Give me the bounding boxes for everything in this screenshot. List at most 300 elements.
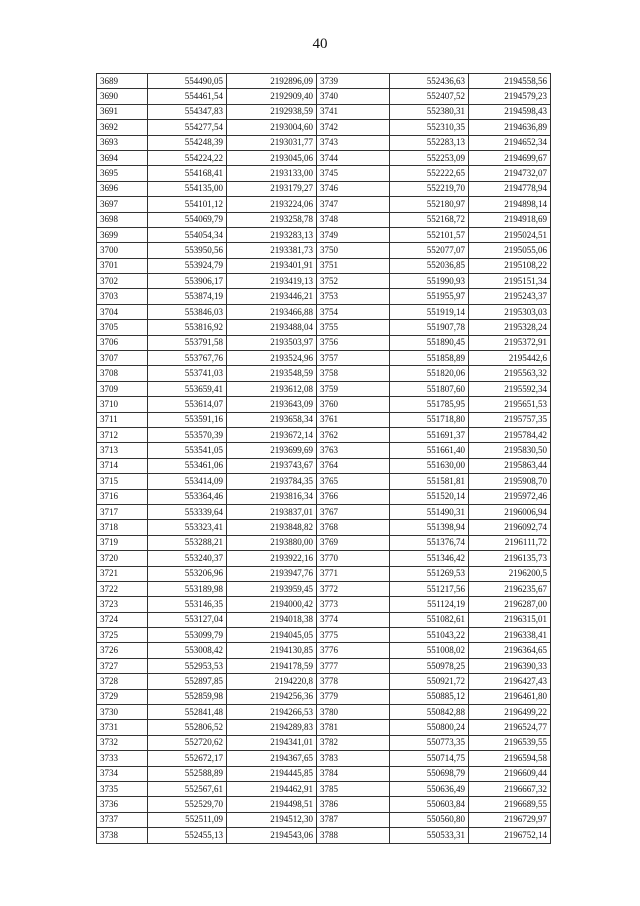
- x-coordinate-right: 550978,25: [390, 658, 469, 673]
- x-coordinate-right: 551890,45: [390, 335, 469, 350]
- y-coordinate-left: 2193848,82: [227, 520, 317, 535]
- table-row: [97, 720, 551, 735]
- x-coordinate-right: 551907,78: [390, 320, 469, 335]
- y-coordinate-right: 2195055,06: [469, 243, 551, 258]
- table-row: [97, 427, 551, 442]
- point-number-left: 3724: [97, 612, 148, 627]
- x-coordinate-right: 552077,07: [390, 243, 469, 258]
- y-coordinate-left: 2193743,67: [227, 458, 317, 473]
- x-coordinate-left: 553288,21: [148, 535, 227, 550]
- point-number-right: 3749: [317, 227, 390, 242]
- x-coordinate-right: 552380,31: [390, 104, 469, 119]
- y-coordinate-right: 2194898,14: [469, 197, 551, 212]
- x-coordinate-left: 553906,17: [148, 274, 227, 289]
- x-coordinate-right: 552310,35: [390, 120, 469, 135]
- y-coordinate-left: 2193004,60: [227, 120, 317, 135]
- y-coordinate-right: 2196200,5: [469, 566, 551, 581]
- x-coordinate-right: 551919,14: [390, 304, 469, 319]
- y-coordinate-left: 2193548,59: [227, 366, 317, 381]
- x-coordinate-right: 551630,00: [390, 458, 469, 473]
- point-number-right: 3753: [317, 289, 390, 304]
- table-row: [97, 366, 551, 381]
- x-coordinate-right: 550698,79: [390, 766, 469, 781]
- point-number-right: 3755: [317, 320, 390, 335]
- point-number-left: 3703: [97, 289, 148, 304]
- x-coordinate-right: 552407,52: [390, 89, 469, 104]
- x-coordinate-left: 553591,16: [148, 412, 227, 427]
- y-coordinate-right: 2195303,03: [469, 304, 551, 319]
- point-number-right: 3754: [317, 304, 390, 319]
- point-number-left: 3689: [97, 74, 148, 89]
- y-coordinate-right: 2195863,44: [469, 458, 551, 473]
- y-coordinate-left: 2193446,21: [227, 289, 317, 304]
- x-coordinate-left: 554054,34: [148, 227, 227, 242]
- point-number-right: 3788: [317, 828, 390, 843]
- y-coordinate-right: 2196609,44: [469, 766, 551, 781]
- point-number-right: 3764: [317, 458, 390, 473]
- y-coordinate-left: 2193466,88: [227, 304, 317, 319]
- y-coordinate-left: 2193224,06: [227, 197, 317, 212]
- point-number-right: 3776: [317, 643, 390, 658]
- point-number-right: 3744: [317, 150, 390, 165]
- y-coordinate-left: 2194018,38: [227, 612, 317, 627]
- x-coordinate-left: 553741,03: [148, 366, 227, 381]
- x-coordinate-right: 551217,56: [390, 581, 469, 596]
- y-coordinate-right: 2195151,34: [469, 274, 551, 289]
- point-number-right: 3760: [317, 397, 390, 412]
- x-coordinate-right: 551398,94: [390, 520, 469, 535]
- point-number-left: 3725: [97, 628, 148, 643]
- x-coordinate-right: 551043,22: [390, 628, 469, 643]
- point-number-left: 3727: [97, 658, 148, 673]
- point-number-right: 3740: [317, 89, 390, 104]
- x-coordinate-left: 553339,64: [148, 504, 227, 519]
- table-row: [97, 674, 551, 689]
- table-row: [97, 705, 551, 720]
- x-coordinate-left: 553950,56: [148, 243, 227, 258]
- y-coordinate-right: 2196390,33: [469, 658, 551, 673]
- y-coordinate-left: 2194512,30: [227, 812, 317, 827]
- point-number-right: 3751: [317, 258, 390, 273]
- table-row: [97, 304, 551, 319]
- y-coordinate-right: 2194652,34: [469, 135, 551, 150]
- point-number-left: 3698: [97, 212, 148, 227]
- y-coordinate-right: 2196499,22: [469, 705, 551, 720]
- table-row: [97, 89, 551, 104]
- y-coordinate-left: 2193672,14: [227, 427, 317, 442]
- point-number-right: 3787: [317, 812, 390, 827]
- x-coordinate-left: 552953,53: [148, 658, 227, 673]
- table-row: [97, 166, 551, 181]
- point-number-left: 3700: [97, 243, 148, 258]
- x-coordinate-right: 551820,06: [390, 366, 469, 381]
- table-row: [97, 351, 551, 366]
- y-coordinate-left: 2193880,00: [227, 535, 317, 550]
- y-coordinate-left: 2194445,85: [227, 766, 317, 781]
- x-coordinate-right: 551346,42: [390, 551, 469, 566]
- y-coordinate-right: 2195592,34: [469, 381, 551, 396]
- y-coordinate-right: 2195243,37: [469, 289, 551, 304]
- y-coordinate-left: 2193959,45: [227, 581, 317, 596]
- x-coordinate-right: 551691,37: [390, 427, 469, 442]
- y-coordinate-left: 2192909,40: [227, 89, 317, 104]
- y-coordinate-right: 2196461,80: [469, 689, 551, 704]
- y-coordinate-left: 2194130,85: [227, 643, 317, 658]
- point-number-left: 3721: [97, 566, 148, 581]
- x-coordinate-left: 553189,98: [148, 581, 227, 596]
- table-row: [97, 135, 551, 150]
- y-coordinate-right: 2195830,50: [469, 443, 551, 458]
- y-coordinate-left: 2194462,91: [227, 781, 317, 796]
- table-row: [97, 489, 551, 504]
- y-coordinate-right: 2195757,35: [469, 412, 551, 427]
- y-coordinate-left: 2194256,36: [227, 689, 317, 704]
- point-number-right: 3768: [317, 520, 390, 535]
- point-number-left: 3720: [97, 551, 148, 566]
- y-coordinate-right: 2195908,70: [469, 474, 551, 489]
- x-coordinate-right: 550842,88: [390, 705, 469, 720]
- point-number-left: 3723: [97, 597, 148, 612]
- table-row: [97, 535, 551, 550]
- point-number-right: 3741: [317, 104, 390, 119]
- point-number-left: 3690: [97, 89, 148, 104]
- y-coordinate-right: 2195563,32: [469, 366, 551, 381]
- point-number-right: 3777: [317, 658, 390, 673]
- point-number-right: 3756: [317, 335, 390, 350]
- y-coordinate-left: 2193658,34: [227, 412, 317, 427]
- x-coordinate-right: 551955,97: [390, 289, 469, 304]
- x-coordinate-right: 550773,35: [390, 735, 469, 750]
- x-coordinate-left: 554461,54: [148, 89, 227, 104]
- table-row: [97, 766, 551, 781]
- table-row: [97, 289, 551, 304]
- point-number-left: 3702: [97, 274, 148, 289]
- y-coordinate-right: 2196135,73: [469, 551, 551, 566]
- x-coordinate-left: 552841,48: [148, 705, 227, 720]
- x-coordinate-right: 550603,84: [390, 797, 469, 812]
- point-number-right: 3762: [317, 427, 390, 442]
- point-number-right: 3765: [317, 474, 390, 489]
- y-coordinate-left: 2193922,16: [227, 551, 317, 566]
- x-coordinate-left: 553008,42: [148, 643, 227, 658]
- y-coordinate-right: 2194778,94: [469, 181, 551, 196]
- table-row: [97, 397, 551, 412]
- table-row: [97, 320, 551, 335]
- table-row: [97, 597, 551, 612]
- x-coordinate-right: 550560,80: [390, 812, 469, 827]
- x-coordinate-right: 551581,81: [390, 474, 469, 489]
- y-coordinate-right: 2195328,24: [469, 320, 551, 335]
- point-number-left: 3738: [97, 828, 148, 843]
- x-coordinate-left: 553846,03: [148, 304, 227, 319]
- point-number-left: 3722: [97, 581, 148, 596]
- y-coordinate-left: 2193133,00: [227, 166, 317, 181]
- point-number-left: 3718: [97, 520, 148, 535]
- point-number-right: 3761: [317, 412, 390, 427]
- x-coordinate-right: 550800,24: [390, 720, 469, 735]
- point-number-left: 3737: [97, 812, 148, 827]
- coordinate-table: [96, 73, 551, 844]
- table-row: [97, 797, 551, 812]
- table-row: [97, 612, 551, 627]
- y-coordinate-right: 2196689,55: [469, 797, 551, 812]
- x-coordinate-left: 552511,09: [148, 812, 227, 827]
- y-coordinate-right: 2194918,69: [469, 212, 551, 227]
- x-coordinate-right: 551718,80: [390, 412, 469, 427]
- table-row: [97, 751, 551, 766]
- x-coordinate-right: 551008,02: [390, 643, 469, 658]
- table-row: [97, 150, 551, 165]
- y-coordinate-left: 2194289,83: [227, 720, 317, 735]
- y-coordinate-right: 2194598,43: [469, 104, 551, 119]
- x-coordinate-left: 553816,92: [148, 320, 227, 335]
- x-coordinate-right: 550533,31: [390, 828, 469, 843]
- point-number-right: 3748: [317, 212, 390, 227]
- point-number-right: 3774: [317, 612, 390, 627]
- x-coordinate-left: 554135,00: [148, 181, 227, 196]
- x-coordinate-right: 552283,13: [390, 135, 469, 150]
- table-row: [97, 474, 551, 489]
- point-number-right: 3763: [317, 443, 390, 458]
- y-coordinate-right: 2196524,77: [469, 720, 551, 735]
- x-coordinate-left: 553924,79: [148, 258, 227, 273]
- x-coordinate-right: 551124,19: [390, 597, 469, 612]
- point-number-right: 3772: [317, 581, 390, 596]
- x-coordinate-right: 551269,53: [390, 566, 469, 581]
- table-row: [97, 443, 551, 458]
- y-coordinate-left: 2194045,05: [227, 628, 317, 643]
- y-coordinate-left: 2192896,09: [227, 74, 317, 89]
- point-number-right: 3743: [317, 135, 390, 150]
- y-coordinate-left: 2193837,01: [227, 504, 317, 519]
- x-coordinate-left: 553874,19: [148, 289, 227, 304]
- table-row: [97, 181, 551, 196]
- point-number-left: 3695: [97, 166, 148, 181]
- y-coordinate-left: 2193031,77: [227, 135, 317, 150]
- point-number-left: 3713: [97, 443, 148, 458]
- x-coordinate-right: 551785,95: [390, 397, 469, 412]
- x-coordinate-left: 552859,98: [148, 689, 227, 704]
- point-number-left: 3696: [97, 181, 148, 196]
- y-coordinate-right: 2196315,01: [469, 612, 551, 627]
- table-row: [97, 243, 551, 258]
- x-coordinate-right: 552219,70: [390, 181, 469, 196]
- point-number-left: 3691: [97, 104, 148, 119]
- point-number-right: 3781: [317, 720, 390, 735]
- y-coordinate-left: 2193258,78: [227, 212, 317, 227]
- y-coordinate-left: 2193643,09: [227, 397, 317, 412]
- x-coordinate-left: 554224,22: [148, 150, 227, 165]
- point-number-right: 3769: [317, 535, 390, 550]
- point-number-left: 3701: [97, 258, 148, 273]
- y-coordinate-left: 2193381,73: [227, 243, 317, 258]
- y-coordinate-right: 2196667,32: [469, 781, 551, 796]
- x-coordinate-left: 554168,41: [148, 166, 227, 181]
- point-number-right: 3739: [317, 74, 390, 89]
- point-number-right: 3773: [317, 597, 390, 612]
- point-number-left: 3707: [97, 351, 148, 366]
- y-coordinate-left: 2193179,27: [227, 181, 317, 196]
- x-coordinate-left: 553364,46: [148, 489, 227, 504]
- y-coordinate-left: 2194341,01: [227, 735, 317, 750]
- point-number-right: 3747: [317, 197, 390, 212]
- y-coordinate-left: 2193784,35: [227, 474, 317, 489]
- y-coordinate-left: 2192938,59: [227, 104, 317, 119]
- y-coordinate-left: 2194000,42: [227, 597, 317, 612]
- x-coordinate-left: 554069,79: [148, 212, 227, 227]
- point-number-right: 3771: [317, 566, 390, 581]
- y-coordinate-right: 2195442,6: [469, 351, 551, 366]
- point-number-left: 3730: [97, 705, 148, 720]
- point-number-right: 3742: [317, 120, 390, 135]
- point-number-left: 3708: [97, 366, 148, 381]
- x-coordinate-left: 552672,17: [148, 751, 227, 766]
- y-coordinate-right: 2196594,58: [469, 751, 551, 766]
- table-row: [97, 643, 551, 658]
- point-number-left: 3735: [97, 781, 148, 796]
- table-row: [97, 227, 551, 242]
- x-coordinate-left: 553240,37: [148, 551, 227, 566]
- y-coordinate-left: 2194543,06: [227, 828, 317, 843]
- y-coordinate-right: 2195108,22: [469, 258, 551, 273]
- point-number-left: 3729: [97, 689, 148, 704]
- x-coordinate-right: 551376,74: [390, 535, 469, 550]
- point-number-left: 3728: [97, 674, 148, 689]
- y-coordinate-right: 2195651,53: [469, 397, 551, 412]
- point-number-right: 3766: [317, 489, 390, 504]
- point-number-left: 3709: [97, 381, 148, 396]
- x-coordinate-left: 553614,07: [148, 397, 227, 412]
- x-coordinate-right: 551990,93: [390, 274, 469, 289]
- y-coordinate-right: 2195784,42: [469, 427, 551, 442]
- x-coordinate-left: 554101,12: [148, 197, 227, 212]
- point-number-left: 3710: [97, 397, 148, 412]
- x-coordinate-left: 553206,96: [148, 566, 227, 581]
- point-number-right: 3780: [317, 705, 390, 720]
- point-number-right: 3745: [317, 166, 390, 181]
- x-coordinate-left: 553127,04: [148, 612, 227, 627]
- point-number-left: 3734: [97, 766, 148, 781]
- x-coordinate-left: 553146,35: [148, 597, 227, 612]
- point-number-right: 3767: [317, 504, 390, 519]
- y-coordinate-left: 2193401,91: [227, 258, 317, 273]
- y-coordinate-right: 2194579,23: [469, 89, 551, 104]
- y-coordinate-right: 2196729,97: [469, 812, 551, 827]
- table-row: [97, 381, 551, 396]
- table-row: [97, 828, 551, 843]
- table-row: [97, 812, 551, 827]
- table-row: [97, 458, 551, 473]
- table-row: [97, 735, 551, 750]
- x-coordinate-left: 552455,13: [148, 828, 227, 843]
- x-coordinate-left: 553414,09: [148, 474, 227, 489]
- x-coordinate-left: 554248,39: [148, 135, 227, 150]
- y-coordinate-right: 2196287,00: [469, 597, 551, 612]
- point-number-right: 3757: [317, 351, 390, 366]
- point-number-left: 3694: [97, 150, 148, 165]
- x-coordinate-right: 550714,75: [390, 751, 469, 766]
- table-row: [97, 781, 551, 796]
- x-coordinate-right: 552222,65: [390, 166, 469, 181]
- table-row: [97, 504, 551, 519]
- y-coordinate-right: 2196338,41: [469, 628, 551, 643]
- y-coordinate-right: 2195024,51: [469, 227, 551, 242]
- y-coordinate-left: 2193283,13: [227, 227, 317, 242]
- point-number-right: 3779: [317, 689, 390, 704]
- x-coordinate-left: 553767,76: [148, 351, 227, 366]
- x-coordinate-right: 550885,12: [390, 689, 469, 704]
- point-number-right: 3785: [317, 781, 390, 796]
- coordinate-table-body: [97, 74, 551, 844]
- x-coordinate-left: 552529,70: [148, 797, 227, 812]
- table-row: [97, 520, 551, 535]
- table-row: [97, 104, 551, 119]
- y-coordinate-left: 2193419,13: [227, 274, 317, 289]
- x-coordinate-left: 552897,85: [148, 674, 227, 689]
- y-coordinate-left: 2193524,96: [227, 351, 317, 366]
- table-row: [97, 335, 551, 350]
- table-row: [97, 412, 551, 427]
- x-coordinate-right: 552436,63: [390, 74, 469, 89]
- x-coordinate-left: 554347,83: [148, 104, 227, 119]
- table-row: [97, 566, 551, 581]
- y-coordinate-right: 2194636,89: [469, 120, 551, 135]
- point-number-left: 3736: [97, 797, 148, 812]
- x-coordinate-left: 553659,41: [148, 381, 227, 396]
- table-row: [97, 551, 551, 566]
- y-coordinate-right: 2196364,65: [469, 643, 551, 658]
- x-coordinate-right: 551661,40: [390, 443, 469, 458]
- point-number-left: 3692: [97, 120, 148, 135]
- y-coordinate-left: 2193503,97: [227, 335, 317, 350]
- point-number-left: 3693: [97, 135, 148, 150]
- x-coordinate-left: 552720,62: [148, 735, 227, 750]
- y-coordinate-right: 2195972,46: [469, 489, 551, 504]
- point-number-left: 3699: [97, 227, 148, 242]
- x-coordinate-right: 552253,09: [390, 150, 469, 165]
- y-coordinate-right: 2196006,94: [469, 504, 551, 519]
- x-coordinate-left: 553099,79: [148, 628, 227, 643]
- point-number-left: 3706: [97, 335, 148, 350]
- x-coordinate-left: 554490,05: [148, 74, 227, 89]
- point-number-left: 3733: [97, 751, 148, 766]
- page-number: 40: [312, 36, 328, 52]
- y-coordinate-left: 2194178,59: [227, 658, 317, 673]
- table-row: [97, 212, 551, 227]
- x-coordinate-right: 551490,31: [390, 504, 469, 519]
- point-number-left: 3717: [97, 504, 148, 519]
- x-coordinate-right: 551807,60: [390, 381, 469, 396]
- x-coordinate-right: 552180,97: [390, 197, 469, 212]
- x-coordinate-right: 551858,89: [390, 351, 469, 366]
- point-number-left: 3711: [97, 412, 148, 427]
- point-number-left: 3732: [97, 735, 148, 750]
- table-row: [97, 689, 551, 704]
- x-coordinate-right: 552036,85: [390, 258, 469, 273]
- y-coordinate-left: 2193045,06: [227, 150, 317, 165]
- x-coordinate-right: 552101,57: [390, 227, 469, 242]
- point-number-left: 3712: [97, 427, 148, 442]
- point-number-left: 3726: [97, 643, 148, 658]
- point-number-left: 3714: [97, 458, 148, 473]
- x-coordinate-left: 552588,89: [148, 766, 227, 781]
- point-number-left: 3705: [97, 320, 148, 335]
- x-coordinate-left: 553461,06: [148, 458, 227, 473]
- point-number-left: 3704: [97, 304, 148, 319]
- y-coordinate-left: 2194498,51: [227, 797, 317, 812]
- point-number-right: 3775: [317, 628, 390, 643]
- x-coordinate-left: 553791,58: [148, 335, 227, 350]
